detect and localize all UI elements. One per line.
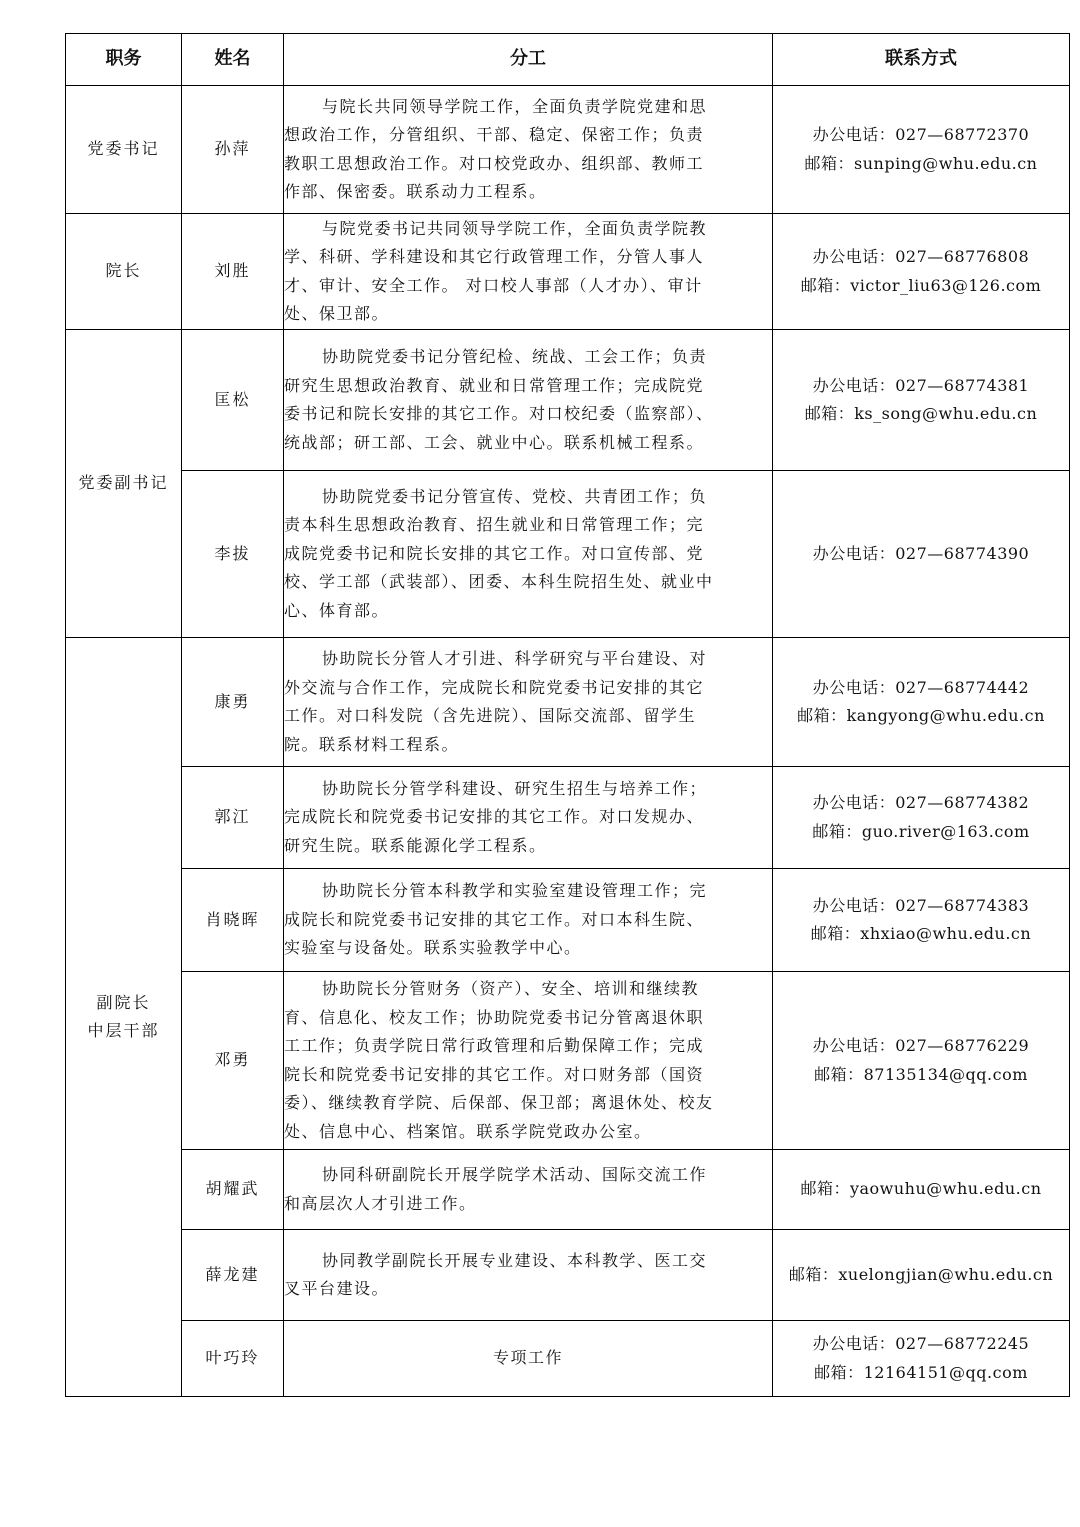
contact-cell: [773, 767, 1070, 869]
name-cell: 康勇: [182, 638, 284, 767]
phone-text: 办公电话：027—68774442: [812, 677, 1030, 697]
duty-cell: 协助院长分管学科建设、研究生招生与培养工作； 完成院长和院党委书记安排的其它工作。对口发规办、 研究生院。联系能源化学工程系。: [284, 767, 773, 869]
email-text: 邮箱：guo.river@163.com: [812, 821, 1030, 841]
position-line-2: 中层干部: [87, 1021, 160, 1040]
duty-cell: 与院党委书记共同领导学院工作，全面负责学院教 学、科研、学科建设和其它行政管理工作，分管人事人 才、审计、安全工作。 对口校人事部（人才办）、审计 处、保卫部。: [284, 214, 773, 330]
phone-text: 办公电话：027—68776229: [812, 1036, 1030, 1055]
table-row: [66, 86, 1070, 214]
contact-cell: [773, 638, 1070, 767]
header-row: [66, 34, 1070, 86]
duty-cell: 协助院党委书记分管宣传、党校、共青团工作；负 责本科生思想政治教育、招生就业和日常管理工作；完 成院党委书记和院长安排的其它工作。对口宣传部、党 校、学工部（武装部）、团委、本科生院招生处、就业中 心、体育部。: [284, 471, 773, 638]
phone-text: 办公电话：027—68776808: [812, 247, 1030, 266]
phone-text: 办公电话：027—68774382: [812, 793, 1030, 812]
contact-cell: [773, 1321, 1070, 1397]
position-cell: 党委副书记: [66, 330, 182, 638]
contact-cell: [773, 1230, 1070, 1321]
table-row: [66, 1230, 1070, 1321]
header-position: 职务: [66, 34, 182, 86]
duty-cell: 协助院长分管财务（资产）、安全、培训和继续教 育、信息化、校友工作；协助院党委书记分管离退休职 工工作；负责学院日常行政管理和后勤保障工作；完成 院长和院党委书记安排的其它工作。对口财务部（国资 委）、继续教育学院、后保部、保卫部；离退休处、校友 处、信息中心、档案馆。联系学院党政办公室。: [284, 972, 773, 1150]
phone-text: 办公电话：027—68774381: [812, 375, 1030, 395]
duty-cell: 协助院党委书记分管纪检、统战、工会工作；负责 研究生思想政治教育、就业和日常管理工作；完成院党 委书记和院长安排的其它工作。对口校纪委（监察部）、 统战部；研工部、工会、就业中心。联系机械工程系。: [284, 330, 773, 471]
name-cell: 邓勇: [182, 972, 284, 1150]
position-line-1: 副院长: [96, 992, 151, 1012]
name-cell: 匡松: [182, 330, 284, 471]
email-text: 邮箱：kangyong@whu.edu.cn: [797, 706, 1045, 725]
email-text: 邮箱：xhxiao@whu.edu.cn: [810, 924, 1032, 943]
name-cell: 肖晓晖: [182, 869, 284, 972]
table-row: [66, 471, 1070, 638]
position-cell: [66, 638, 182, 1397]
phone-text: 办公电话：027—68772370: [812, 125, 1030, 144]
contact-cell: [773, 86, 1070, 214]
email-text: 邮箱：yaowuhu@whu.edu.cn: [800, 1179, 1042, 1199]
duty-cell: 与院长共同领导学院工作，全面负责学院党建和思 想政治工作，分管组织、干部、稳定、保密工作；负责 教职工思想政治工作。对口校党政办、组织部、教师工 作部、保密委。联系动力工程系。: [284, 86, 773, 214]
header-duties: 分工: [284, 34, 773, 86]
name-cell: 叶巧玲: [182, 1321, 284, 1397]
phone-text: 办公电话：027—68772245: [812, 1334, 1030, 1353]
email-text: 邮箱：12164151@qq.com: [814, 1362, 1028, 1382]
leadership-table: [65, 33, 1070, 1397]
name-cell: 孙萍: [182, 86, 284, 214]
duty-cell: 协同科研副院长开展学院学术活动、国际交流工作 和高层次人才引进工作。: [284, 1150, 773, 1230]
contact-cell: [773, 972, 1070, 1150]
name-cell: 郭江: [182, 767, 284, 869]
position-cell: 院长: [66, 214, 182, 330]
table-row: [66, 214, 1070, 330]
contact-cell: [773, 330, 1070, 471]
email-text: 邮箱：87135134@qq.com: [814, 1064, 1028, 1084]
duty-cell: 专项工作: [284, 1321, 773, 1397]
table-row: [66, 1321, 1070, 1397]
email-text: 邮箱：victor_liu63@126.com: [800, 275, 1042, 295]
position-cell: 党委书记: [66, 86, 182, 214]
table-row: [66, 1150, 1070, 1230]
table-row: [66, 869, 1070, 972]
name-cell: 刘胜: [182, 214, 284, 330]
duty-cell: 协同教学副院长开展专业建设、本科教学、医工交 叉平台建设。: [284, 1230, 773, 1321]
phone-text: 办公电话：027—68774390: [812, 543, 1030, 563]
contact-cell: [773, 869, 1070, 972]
table-row: [66, 638, 1070, 767]
table-row: [66, 330, 1070, 471]
name-cell: 李拔: [182, 471, 284, 638]
contact-cell: [773, 471, 1070, 638]
header-name: 姓名: [182, 34, 284, 86]
duty-cell: 协助院长分管人才引进、科学研究与平台建设、对 外交流与合作工作，完成院长和院党委书记安排的其它 工作。对口科发院（含先进院）、国际交流部、留学生 院。联系材料工程系。: [284, 638, 773, 767]
email-text: 邮箱：sunping@whu.edu.cn: [804, 153, 1038, 173]
phone-text: 办公电话：027—68774383: [812, 895, 1030, 915]
email-text: 邮箱：xuelongjian@whu.edu.cn: [788, 1264, 1054, 1284]
contact-cell: [773, 214, 1070, 330]
header-contact: 联系方式: [773, 34, 1070, 86]
name-cell: 胡耀武: [182, 1150, 284, 1230]
name-cell: 薛龙建: [182, 1230, 284, 1321]
contact-cell: [773, 1150, 1070, 1230]
email-text: 邮箱：ks_song@whu.edu.cn: [804, 404, 1038, 423]
table-row: [66, 972, 1070, 1150]
duty-cell: 协助院长分管本科教学和实验室建设管理工作；完 成院长和院党委书记安排的其它工作。对口本科生院、 实验室与设备处。联系实验教学中心。: [284, 869, 773, 972]
table-row: [66, 767, 1070, 869]
